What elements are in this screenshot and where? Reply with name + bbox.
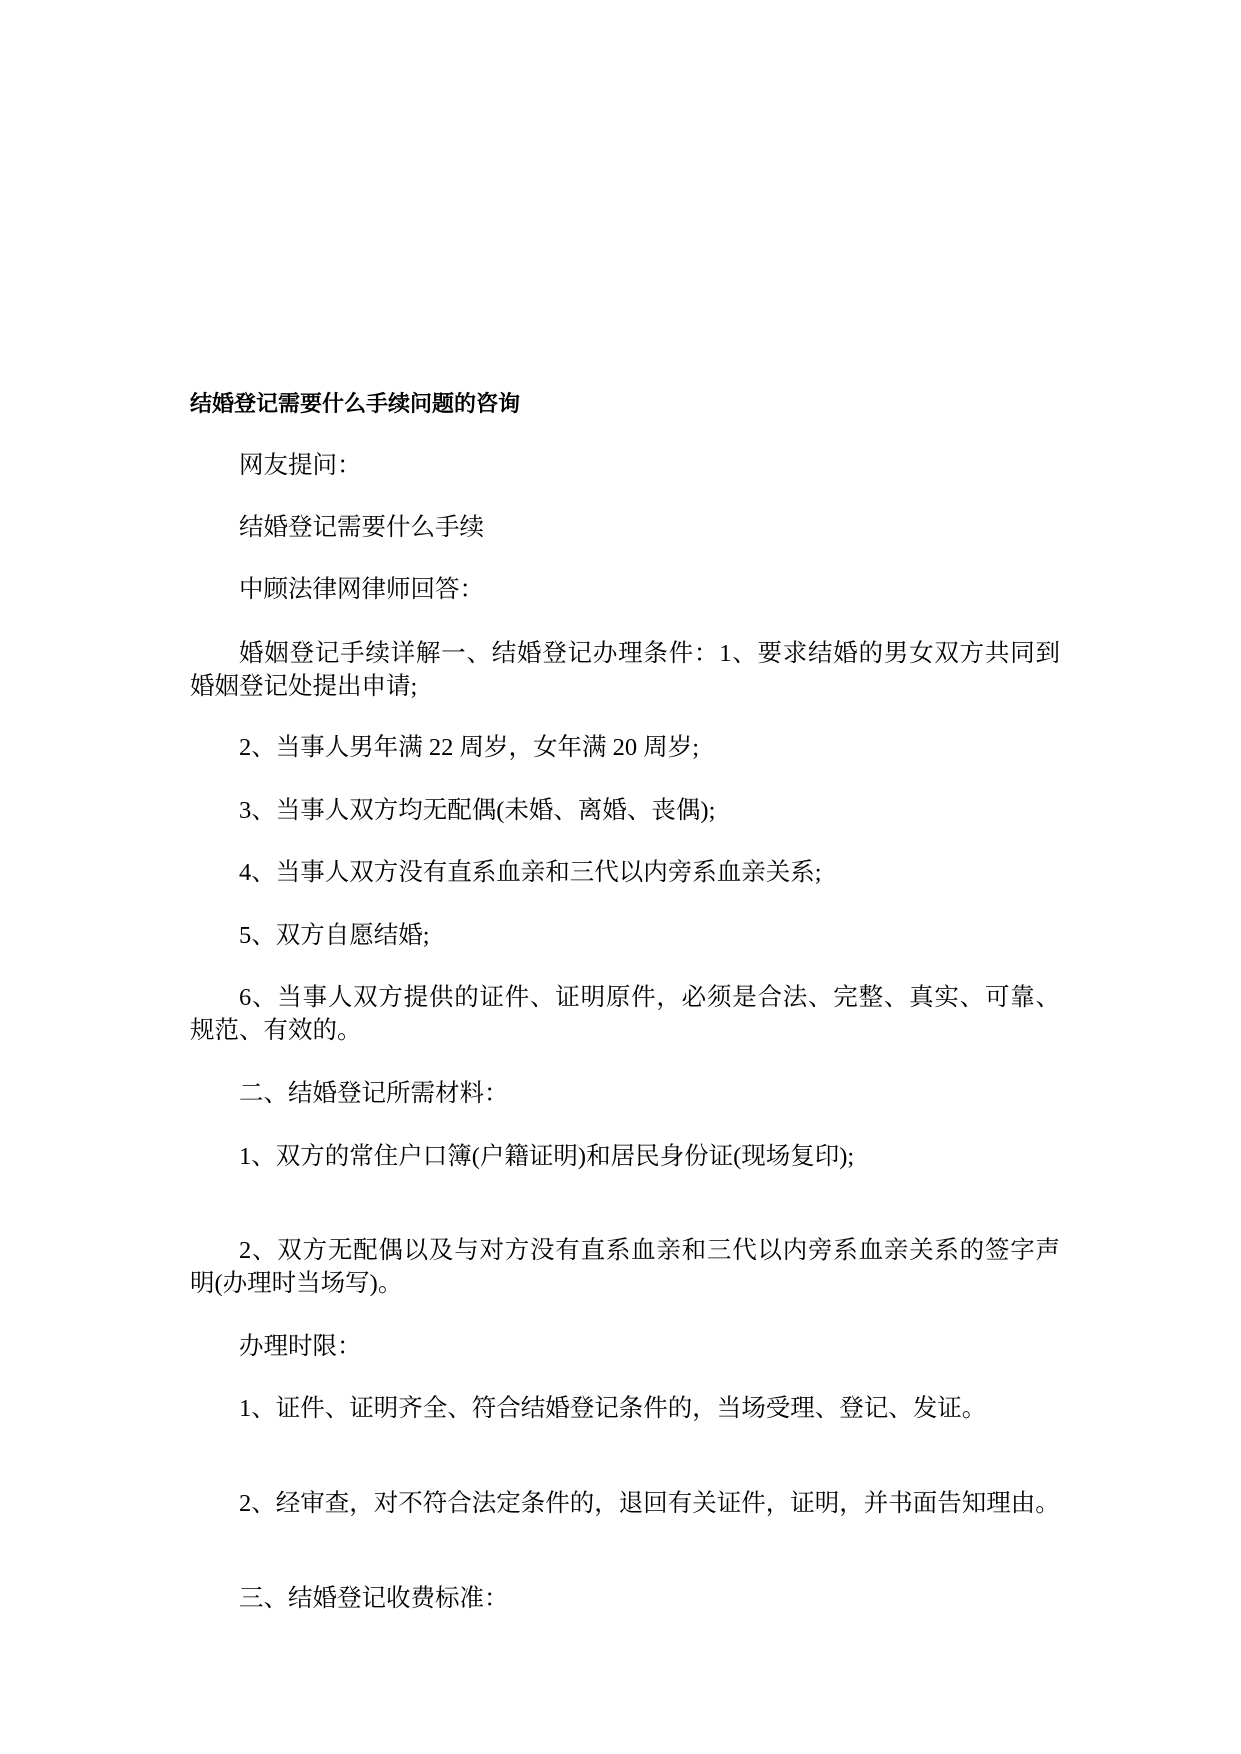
paragraph-line: 二、结婚登记所需材料：: [239, 1080, 509, 1107]
paragraph-line: 规范、有效的。: [190, 1017, 362, 1044]
condition-item: [190, 919, 1060, 952]
paragraph-line: 中顾法律网律师回答：: [239, 576, 484, 603]
section-heading: [190, 1582, 1060, 1615]
paragraph-line: 5、双方自愿结婚;: [239, 922, 430, 949]
paragraph-line: 结婚登记需要什么手续: [239, 514, 484, 541]
paragraph-line: 网友提问：: [239, 452, 362, 479]
condition-item: [190, 794, 1060, 827]
paragraph-line: 4、当事人双方没有直系血亲和三代以内旁系血亲关系;: [239, 859, 822, 886]
material-item: [190, 1140, 1060, 1173]
paragraph-line: 明(办理时当场写)。: [190, 1270, 403, 1297]
paragraph-line: 1、双方的常住户口簿(户籍证明)和居民身份证(现场复印);: [239, 1143, 855, 1170]
question-text: [190, 511, 1060, 544]
paragraph-line: 2、经审查，对不符合法定条件的，退回有关证件，证明，并书面告知理由。: [239, 1490, 1060, 1517]
document-title: 结婚登记需要什么手续问题的咨询: [190, 391, 521, 416]
answer-paragraph: [190, 637, 1060, 703]
section-heading: [190, 1330, 1060, 1363]
time-limit-item: [190, 1487, 1060, 1520]
material-item: [190, 1234, 1060, 1300]
paragraph-line: 2、双方无配偶以及与对方没有直系血亲和三代以内旁系血亲关系的签字声: [239, 1237, 1060, 1264]
time-limit-item: [190, 1392, 1060, 1425]
paragraph-line: 2、当事人男年满 22 周岁，女年满 20 周岁;: [239, 734, 700, 761]
condition-item: [190, 856, 1060, 889]
answer-label: [190, 573, 1060, 606]
section-heading: [190, 1077, 1060, 1110]
condition-item: [190, 731, 1060, 764]
paragraph-line: 婚姻登记处提出申请;: [190, 673, 418, 700]
paragraph-line: 办理时限：: [239, 1333, 362, 1360]
paragraph-line: 婚姻登记手续详解一、结婚登记办理条件：1、要求结婚的男女双方共同到: [239, 640, 1060, 667]
paragraph-line: 6、当事人双方提供的证件、证明原件，必须是合法、完整、真实、可靠、: [239, 984, 1060, 1011]
condition-item: [190, 981, 1060, 1047]
question-label: [190, 449, 1060, 482]
paragraph-line: 3、当事人双方均无配偶(未婚、离婚、丧偶);: [239, 797, 716, 824]
paragraph-line: 三、结婚登记收费标准：: [239, 1585, 509, 1612]
paragraph-line: 1、证件、证明齐全、符合结婚登记条件的，当场受理、登记、发证。: [239, 1395, 987, 1422]
